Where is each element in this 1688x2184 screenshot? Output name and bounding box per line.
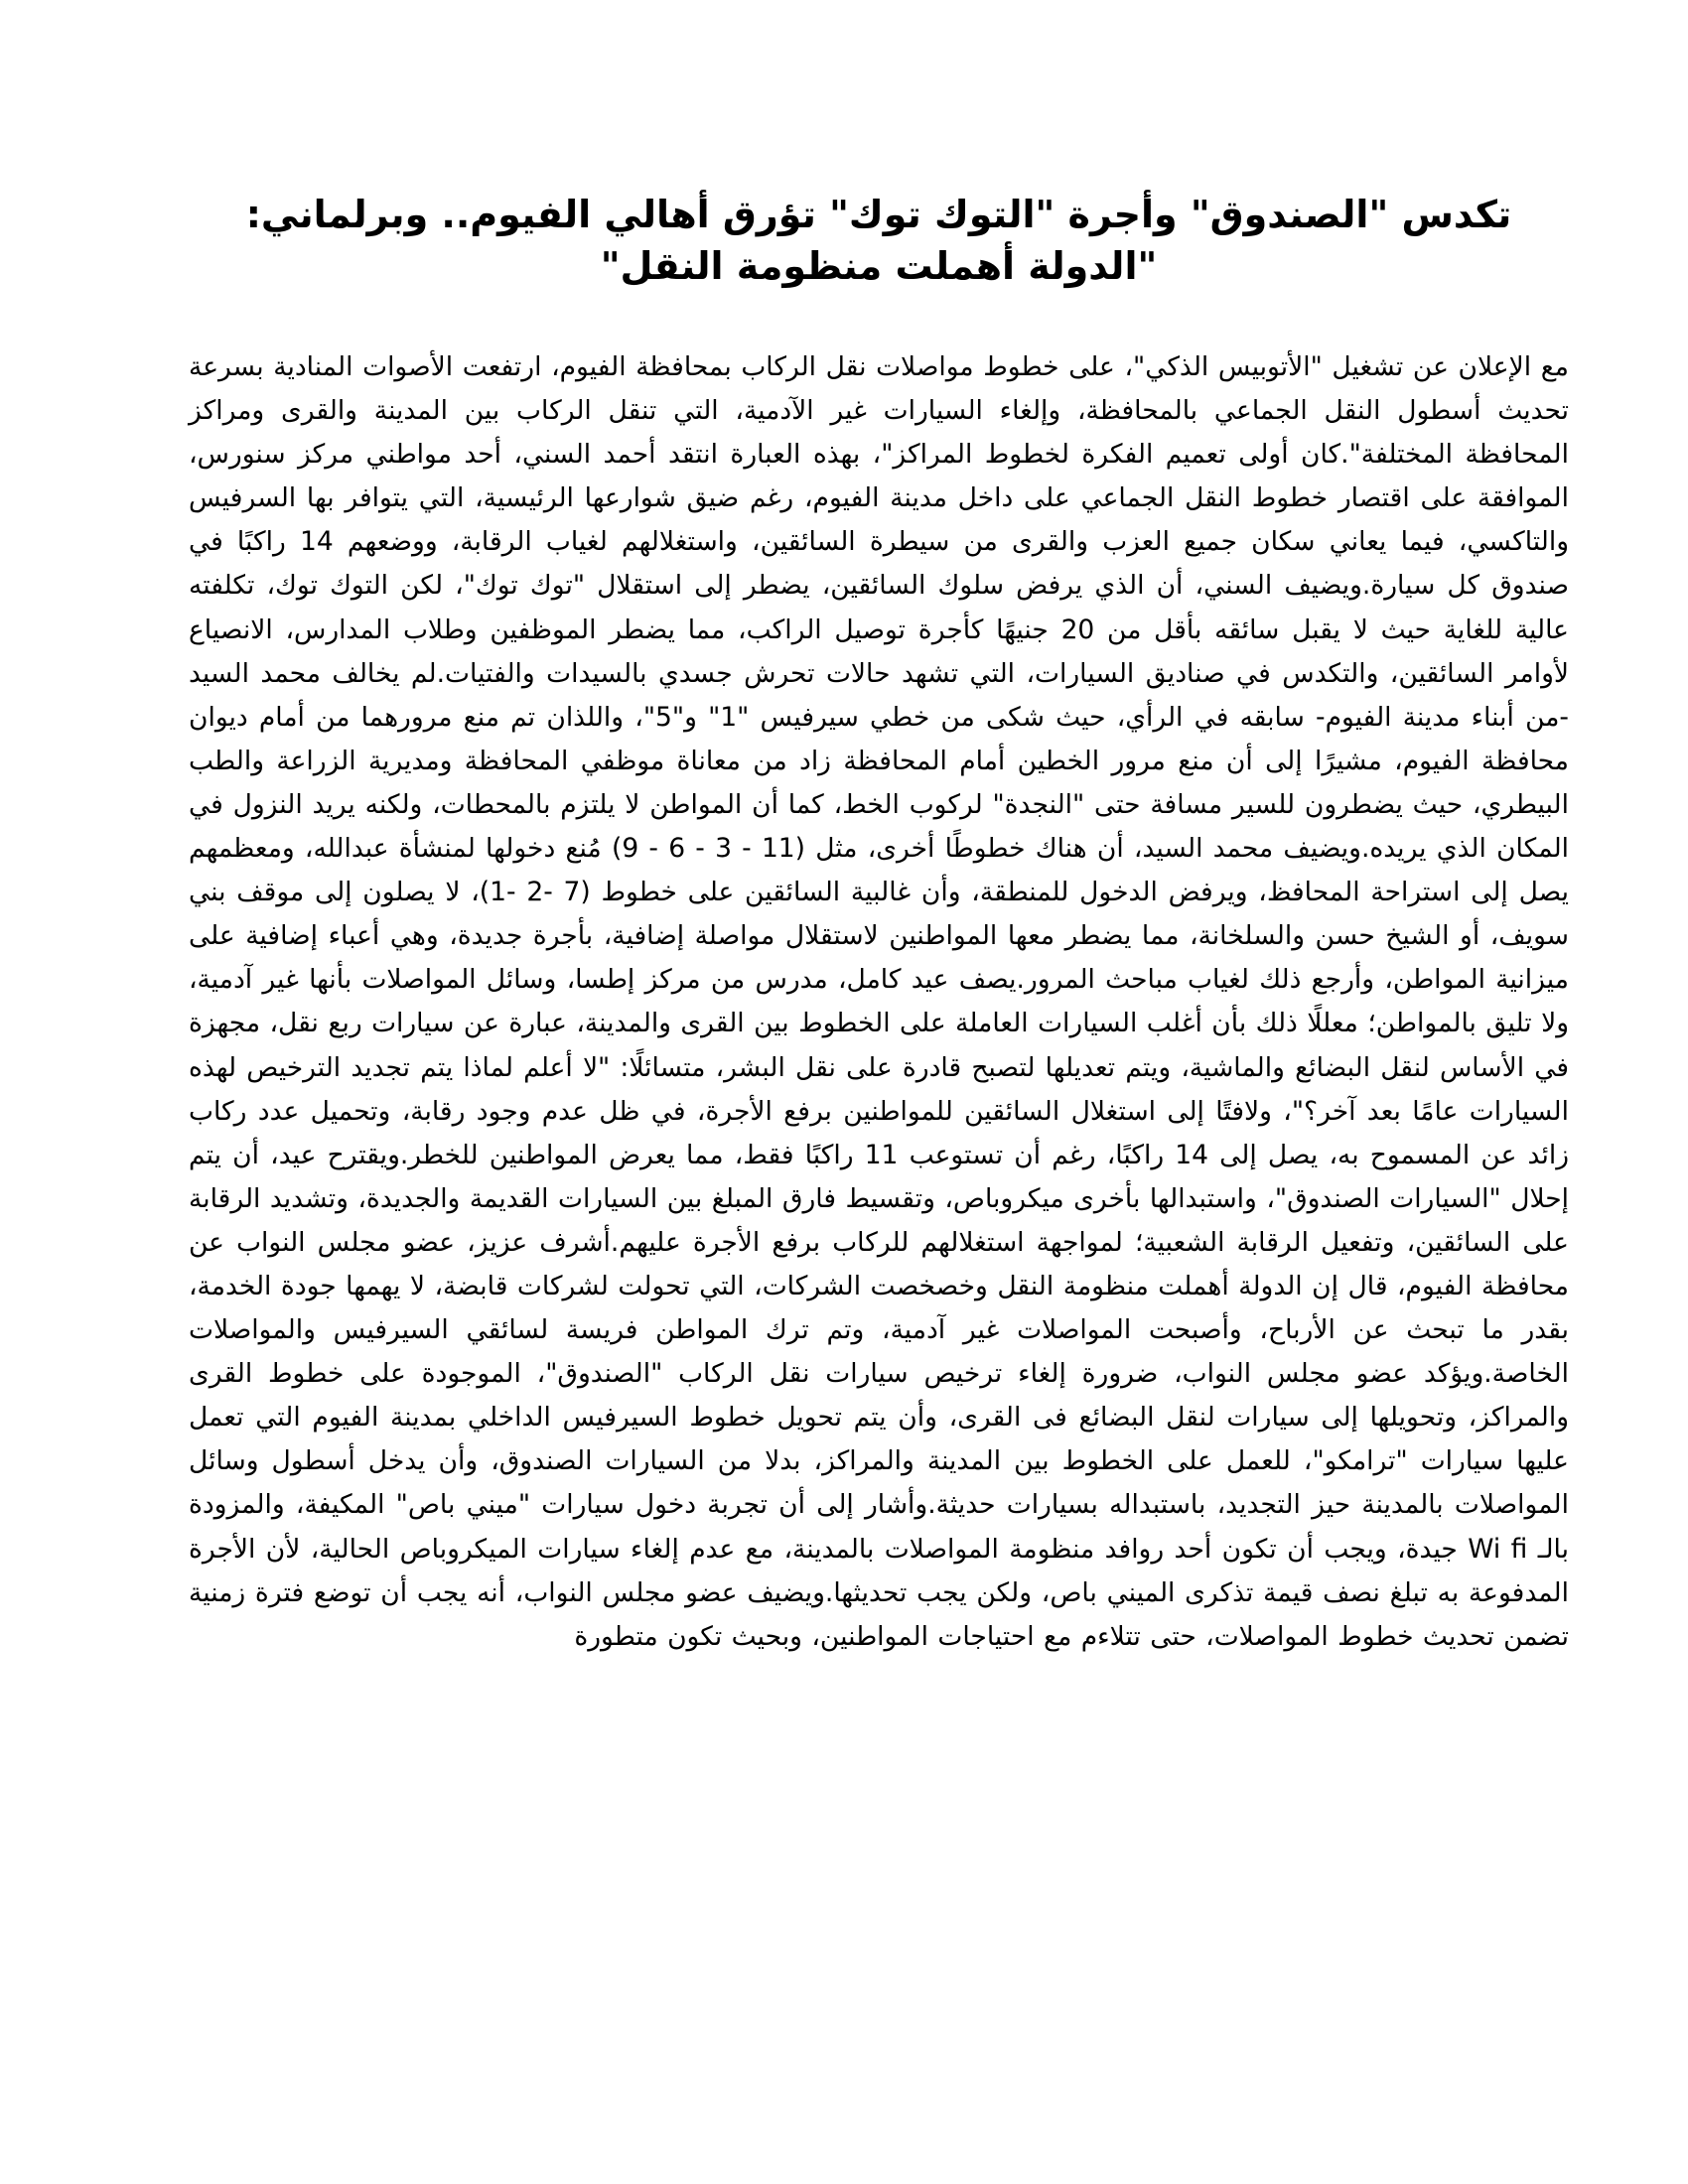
article-title: تكدس "الصندوق" وأجرة "التوك توك" تؤرق أهالي الفيوم.. وبرلماني: "الدولة أهملت منظومة النقل" [245,193,1512,288]
document-page [189,189,1569,1659]
article-body: مع الإعلان عن تشغيل "الأتوبيس الذكي"، على خطوط مواصلات نقل الركاب بمحافظة الفيوم، ارتفعت الأصوات المنادية بسرعة تحديث أسطول النقل الجماعي بالمحافظة، وإلغاء السيارات غير الآدمية، التي تنقل الركاب بين المدينة والقرى ومراكز المحافظة المختلفة".كان أولى تعميم الفكرة لخطوط المراكز"، بهذه العبارة انتقد أحمد السني، أحد مواطني مركز سنورس، الموافقة على اقتصار خطوط النقل الجماعي على داخل مدينة الفيوم، رغم ضيق شوارعها الرئيسية، التي يتوافر بها السرفيس والتاكسي، فيما يعاني سكان جميع العزب والقرى من سيطرة السائقين، واستغلالهم لغياب الرقابة، ووضعهم 14 راكبًا في صندوق كل سيارة.ويضيف السني، أن الذي يرفض سلوك السائقين، يضطر إلى استقلال "توك توك"، لكن التوك توك، تكلفته عالية للغاية حيث لا يقبل سائقه بأقل من 20 جنيهًا كأجرة توصيل الراكب، مما يضطر الموظفين وطلاب المدارس، الانصياع لأوامر السائقين، والتكدس في صناديق السيارات، التي تشهد حالات تحرش جسدي بالسيدات والفتيات.لم يخالف محمد السيد -من أبناء مدينة الفيوم- سابقه في الرأي، حيث شكى من خطي سيرفيس "1" و"5"، واللذان تم منع مرورهما من أمام ديوان محافظة الفيوم، مشيرًا إلى أن منع مرور الخطين أمام المحافظة زاد من معاناة موظفي المحافظة ومديرية الزراعة والطب البيطري، حيث يضطرون للسير مسافة حتى "النجدة" لركوب الخط، كما أن المواطن لا يلتزم بالمحطات، ولكنه يريد النزول في المكان الذي يريده.ويضيف محمد السيد، أن هناك خطوطًا أخرى، مثل (11 - 3 - 6 - 9) مُنع دخولها لمنشأة عبدالله، ومعظمهم يصل إلى استراحة المحافظ، ويرفض الدخول للمنطقة، وأن غالبية السائقين على خطوط (7 -2 -1)، لا يصلون إلى موقف بني سويف، أو الشيخ حسن والسلخانة، مما يضطر معها المواطنين لاستقلال مواصلة إضافية، بأجرة جديدة، وهي أعباء إضافية على ميزانية المواطن، وأرجع ذلك لغياب مباحث المرور.يصف عيد كامل، مدرس من مركز إطسا، وسائل المواصلات بأنها غير آدمية، ولا تليق بالمواطن؛ معللًا ذلك بأن أغلب السيارات العاملة على الخطوط بين القرى والمدينة، عبارة عن سيارات ربع نقل، مجهزة في الأساس لنقل البضائع والماشية، ويتم تعديلها لتصبح قادرة على نقل البشر، متسائلًا: "لا أعلم لماذا يتم تجديد الترخيص لهذه السيارات عامًا بعد آخر؟"، ولافتًا إلى استغلال السائقين للمواطنين برفع الأجرة، في ظل عدم وجود رقابة، وتحميل عدد ركاب زائد عن المسموح به، يصل إلى 14 راكبًا، رغم أن تستوعب 11 راكبًا فقط، مما يعرض المواطنين للخطر.ويقترح عيد، أن يتم إحلال "السيارات الصندوق"، واستبدالها بأخرى ميكروباص، وتقسيط فارق المبلغ بين السيارات القديمة والجديدة، وتشديد الرقابة على السائقين، وتفعيل الرقابة الشعبية؛ لمواجهة استغلالهم للركاب برفع الأجرة عليهم.أشرف عزيز، عضو مجلس النواب عن محافظة الفيوم، قال إن الدولة أهملت منظومة النقل وخصخصت الشركات، التي تحولت لشركات قابضة، لا يهمها جودة الخدمة، بقدر ما تبحث عن الأرباح، وأصبحت المواصلات غير آدمية، وتم ترك المواطن فريسة لسائقي السيرفيس والمواصلات الخاصة.ويؤكد عضو مجلس النواب، ضرورة إلغاء ترخيص سيارات نقل الركاب "الصندوق"، الموجودة على خطوط القرى والمراكز، وتحويلها إلى سيارات لنقل البضائع فى القرى، وأن يتم تحويل خطوط السيرفيس الداخلي بمدينة الفيوم التي تعمل عليها سيارات "ترامكو"، للعمل على الخطوط بين المدينة والمراكز، بدلا من السيارات الصندوق، وأن يدخل أسطول وسائل المواصلات بالمدينة حيز التجديد، باستبداله بسيارات حديثة.وأشار إلى أن تجربة دخول سيارات "ميني باص" المكيفة، والمزودة بالـ Wi fi جيدة، ويجب أن تكون أحد روافد منظومة المواصلات بالمدينة، مع عدم إلغاء سيارات الميكروباص الحالية، لأن الأجرة المدفوعة به تبلغ نصف قيمة تذكرى الميني باص، ولكن يجب تحديثها.ويضيف عضو مجلس النواب، أنه يجب أن توضع فترة زمنية تضمن تحديث خطوط المواصلات، حتى تتلاءم مع احتياجات المواطنين، وبحيث تكون متطورة [189,351,1570,1652]
